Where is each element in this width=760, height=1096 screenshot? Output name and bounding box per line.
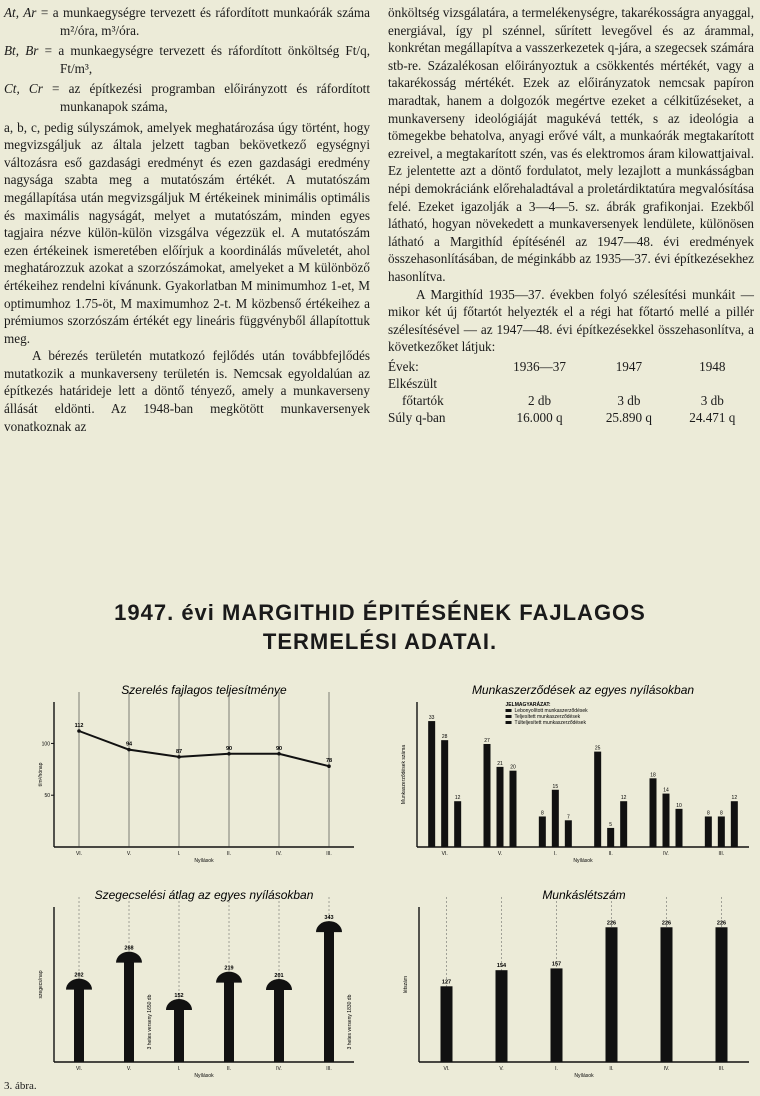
- chart-szegecseles: [30, 885, 360, 1080]
- table-cell: [492, 375, 587, 392]
- bar-cap: [266, 979, 292, 990]
- definition-c: Ct, Cr = az építkezési programban előirányzott és ráfordított munkanapok száma,: [4, 81, 371, 114]
- bar: [705, 816, 712, 847]
- table-cell: Elkészült: [388, 375, 438, 391]
- y-tick-label: 100: [41, 741, 50, 748]
- bar: [620, 801, 627, 847]
- bar: [539, 816, 546, 847]
- right-column: [388, 4, 754, 426]
- bar: [441, 986, 453, 1062]
- y-axis-label: szegecs/nap: [38, 970, 44, 999]
- x-tick-label: II.: [226, 1066, 232, 1072]
- y-axis-label: létszám: [403, 975, 409, 994]
- comparison-table: [388, 358, 754, 426]
- x-tick-label: V.: [126, 1066, 132, 1072]
- bar-label: 27: [484, 737, 490, 744]
- x-tick-label: II.: [608, 851, 613, 857]
- x-axis-label: Nyílások: [194, 1073, 214, 1079]
- x-tick-label: I.: [177, 851, 181, 857]
- bar-cap: [166, 999, 192, 1010]
- figure-title-line: 1947. évi MARGITHID ÉPITÉSÉNEK FAJLAGOS: [114, 600, 646, 625]
- x-tick-label: II.: [609, 1066, 614, 1072]
- data-label: 90: [275, 745, 283, 752]
- bar-cap: [316, 921, 342, 932]
- table-cell: 2 db: [528, 392, 552, 408]
- x-tick-label: III.: [718, 1066, 725, 1072]
- chart-munkaslettszam: [395, 885, 755, 1080]
- bar: [454, 801, 461, 847]
- x-tick-label: III.: [326, 1066, 332, 1072]
- data-label: 219: [224, 965, 234, 972]
- legend-label: Lebonyolított munkaszerződések: [514, 708, 588, 714]
- bar: [676, 809, 683, 847]
- bar: [496, 970, 508, 1062]
- x-tick-label: III.: [718, 851, 725, 857]
- data-label: 343: [324, 915, 334, 922]
- table-row: [388, 358, 754, 375]
- data-label: 202: [74, 972, 84, 979]
- x-axis-label: Nyílások: [194, 858, 214, 864]
- table-cell: Súly q-ban: [388, 409, 446, 425]
- table-cell: 3 db: [617, 392, 641, 408]
- bar-label: 12: [731, 795, 738, 802]
- data-label: 226: [661, 920, 672, 927]
- bar: [510, 771, 517, 847]
- table-cell: 1948: [699, 358, 726, 374]
- bar-label: 12: [454, 795, 461, 802]
- bar-label: 8: [540, 810, 544, 817]
- bar: [551, 968, 563, 1062]
- x-tick-label: IV.: [276, 1066, 282, 1072]
- chart-title: Munkáslétszám: [542, 888, 626, 902]
- data-label: 78: [325, 758, 333, 765]
- bar-label: 12: [620, 795, 627, 802]
- chart-title: Munkaszerződések az egyes nyílásokban: [471, 683, 695, 697]
- x-tick-label: VI.: [75, 851, 83, 857]
- figure-title: [0, 598, 760, 656]
- bar: [565, 820, 572, 847]
- bar-label: 18: [650, 772, 656, 779]
- paragraph: a, b, c, pedig súlyszámok, amelyek meghatározása úgy történt, hogy megvizsgáljuk az általa jelzett tagban bekövetkező egységnyi változásra eső gazdasági eredményt és ezen gazdasági eredmény nagysága szabta meg a mutatószám értékét. A mutatószám megállapítása után megvizsgáljuk M értékeinek minimális optimális és maximális nagyságát, melyet a mutatószám, minden egyes tagjaira nézve külön-külön vizsgálva végezzük el. A mutatószám ezen értékeinek ismeretében előírjuk a koordinálás műveletét, ahol meghatározzuk azokat a szorzószámokat, amelyeket a M különböző értékeihez rendelni kívánunk. Gyakorlatban M minimumhoz 1-et, M optimumhoz 1.75-öt, M maximumhoz 2-t. M közbenső értékeihez a prémiumos szorzószám értékét egy lineáris függvényből állapítottuk meg.: [4, 119, 370, 346]
- bar: [716, 927, 728, 1062]
- x-axis-label: Nyílások: [574, 1073, 594, 1079]
- bar: [224, 981, 234, 1062]
- left-column: [4, 4, 370, 435]
- bar: [718, 816, 725, 847]
- bar-label: 15: [552, 783, 559, 790]
- x-tick-label: VI.: [75, 1066, 83, 1072]
- x-tick-label: V.: [497, 851, 503, 857]
- data-label: 94: [125, 741, 133, 748]
- table-cell: 1947: [615, 358, 643, 374]
- bar: [174, 1008, 184, 1062]
- table-cell: 25.890 q: [605, 409, 652, 425]
- table-row: [388, 375, 754, 392]
- legend-swatch: [506, 721, 512, 724]
- chart-title: Szegecselési átlag az egyes nyílásokban: [94, 888, 314, 902]
- bar-cap: [116, 952, 142, 963]
- bar: [552, 790, 559, 847]
- bar: [428, 721, 435, 847]
- figure-caption: 3. ábra.: [4, 1080, 37, 1092]
- table-cell: 3 db: [700, 392, 724, 408]
- bar-label: 8: [719, 810, 723, 817]
- bar-label: 33: [428, 715, 435, 722]
- bar: [650, 778, 657, 847]
- data-label: 112: [74, 723, 84, 729]
- bar: [661, 927, 673, 1062]
- definition-a: At, Ar = a munkaegységre tervezett és ráfordított munkaórák száma m²/óra, m³/óra.: [4, 5, 371, 38]
- bar-label: 25: [594, 745, 601, 752]
- bar-cap: [66, 979, 92, 990]
- bar-label: 10: [676, 802, 682, 809]
- x-tick-label: VI.: [443, 1066, 450, 1072]
- bar-label: 14: [663, 787, 669, 794]
- bar-label: 28: [441, 734, 448, 741]
- bar: [484, 744, 491, 847]
- x-tick-label: VI.: [441, 851, 448, 857]
- bar: [274, 988, 284, 1062]
- y-axis-label: Munkaszerződések száma: [401, 744, 407, 805]
- bar: [607, 828, 614, 847]
- table-row: [388, 392, 754, 409]
- x-tick-label: IV.: [276, 851, 282, 857]
- annotation: 3 hetes verseny 1830 db: [347, 994, 353, 1050]
- x-tick-label: V.: [499, 1066, 504, 1072]
- table-cell: 24.471 q: [689, 409, 736, 425]
- data-label: 201: [274, 973, 284, 980]
- x-tick-label: I.: [553, 851, 557, 857]
- definition-b: Bt, Br = a munkaegységre tervezett és ráfordított önköltség Ft/q, Ft/m³,: [4, 43, 370, 76]
- bar: [731, 801, 738, 847]
- bar: [124, 961, 134, 1062]
- bar-label: 5: [609, 821, 613, 828]
- x-tick-label: I.: [555, 1066, 558, 1072]
- legend-title: JELMAGYARÁZAT:: [505, 702, 551, 708]
- x-axis-label: Nyílások: [573, 858, 593, 864]
- chart-munkaszerzodesek: [395, 680, 755, 865]
- paragraph: A Margithíd 1935—37. években folyó szélesítési munkáit — mikor két új főtartót helyezték el a régi hat főtartó mellé a pillér szélesítésével — az 1947—48. évi építkezésekkel összehasonlítva, a következőket látjuk:: [388, 286, 754, 355]
- table-cell: [587, 375, 670, 392]
- y-tick-label: 50: [44, 793, 50, 800]
- table-row: [388, 409, 754, 426]
- x-tick-label: IV.: [663, 851, 669, 857]
- bar: [594, 752, 601, 847]
- chart-title: Szerelés fajlagos teljesítménye: [121, 683, 287, 697]
- data-label: 268: [124, 945, 134, 952]
- bar: [663, 794, 670, 847]
- data-label: 154: [496, 963, 507, 970]
- y-axis-label: t/m²/hónap: [38, 762, 44, 787]
- paragraph: önköltség vizsgálatára, a termelékenységre, takarékosságra anyaggal, energiával, így pl szénnel, sűrített levegővel és az árammal, konkrétan megállapítva a vasszerkezetek q-jára, a szegecsek számára stb-re. Százalékosan előirányoztuk a csökkentés mértékét, vagy a takarékosság mértékét. Ezek az előirányzatok nemcsak papíron maradtak, hanem a dolgozók megértve ezeket a célkitűzéseket, a munkaverseny ideológiáját magukévá tették, s az ideológia a tömegekbe behatolva, anyagi erővé vált, a munkaórák megtakarított ezreivel, a megtakarított szén, vas és elektromos áram kilowattjaival. Ez jelentette azt a döntő fordulatot, mely lezajlott a munkásságban népi demokráciánk előrehaladtával a proletárdiktatúra megvalósítása felé. Ezeket igazolják a 3—4—5. sz. ábrák grafikonjai. Ezekből látható, hogyan növekedett a munkaversenyek lendülete, különösen látható a Margithíd építésénél az 1947—48. évi eredmények összehasonlításában, de méginkább az 1935—37. évi építkezésekhez hasonlítva.: [388, 5, 754, 284]
- x-tick-label: V.: [126, 851, 132, 857]
- table-cell: főtartók: [402, 392, 444, 408]
- paragraph: A bérezés területén mutatkozó fejlődés után továbbfejlődés mutatkozik a munkaverseny területén is. Nemcsak egyoldalúan az építkezés határideje lett a döntő tényező, amely a munkaverseny állását eldönti. Az 1948-ban megkötött munkaversenyek vonatkoznak az: [4, 348, 370, 434]
- legend-swatch: [506, 709, 512, 712]
- bar-label: 21: [497, 760, 503, 767]
- bar: [324, 930, 334, 1062]
- data-label: 90: [225, 745, 233, 752]
- data-label: 152: [174, 993, 184, 999]
- bar: [497, 767, 504, 847]
- data-label: 226: [606, 920, 617, 927]
- data-label: 127: [441, 979, 452, 986]
- bar-cap: [216, 972, 242, 983]
- bar: [74, 988, 84, 1062]
- x-tick-label: III.: [326, 851, 332, 857]
- data-label: 226: [716, 920, 727, 927]
- table-cell: Évek:: [388, 358, 419, 374]
- bar-label: 8: [706, 810, 710, 817]
- table-cell: 1936—37: [513, 358, 566, 374]
- data-label: 87: [175, 748, 183, 755]
- table-cell: [671, 375, 754, 392]
- figure-title-line: TERMELÉSI ADATAI.: [262, 629, 498, 654]
- series-line: [79, 731, 329, 766]
- table-cell: 16.000 q: [516, 409, 563, 425]
- x-tick-label: IV.: [663, 1066, 670, 1072]
- annotation: 3 hetes verseny 1650 db: [147, 994, 153, 1050]
- bar-label: 7: [566, 814, 570, 821]
- x-tick-label: I.: [177, 1066, 181, 1072]
- data-label: 157: [551, 961, 562, 968]
- chart-szereles: [30, 680, 360, 865]
- legend-label: Teljesített munkaszerződések: [514, 714, 581, 720]
- bar: [441, 740, 448, 847]
- legend-label: Túlteljesített munkaszerződések: [514, 720, 586, 726]
- legend-swatch: [506, 715, 512, 718]
- x-tick-label: II.: [226, 851, 232, 857]
- bar: [606, 927, 618, 1062]
- bar-label: 20: [510, 764, 516, 771]
